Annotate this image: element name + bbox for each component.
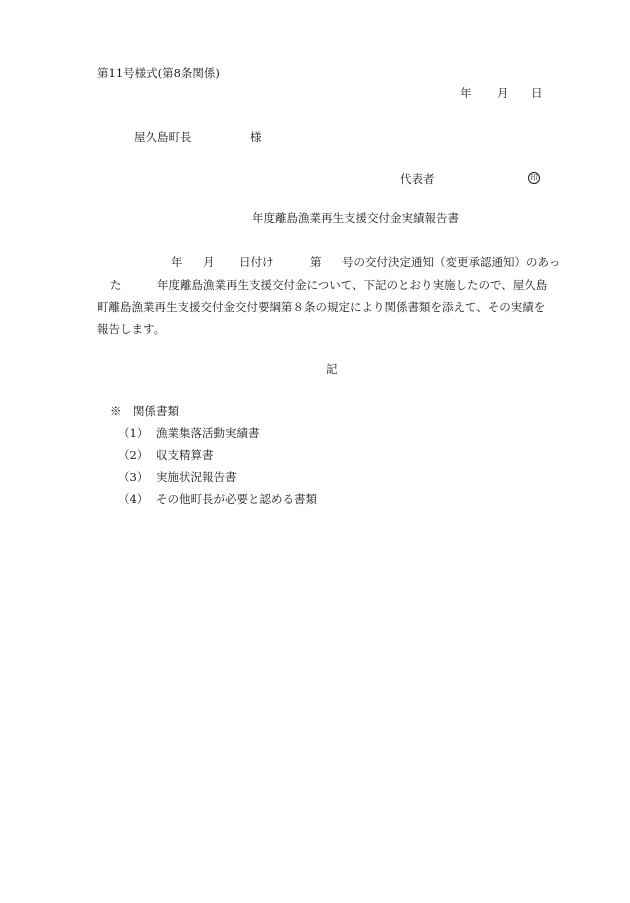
attachment-label: 収支精算書 — [156, 448, 214, 462]
body-line1-year: 年 — [171, 255, 183, 269]
date-year-label: 年 — [460, 86, 472, 100]
attachment-label: 実施状況報告書 — [156, 470, 237, 484]
attachment-item — [118, 428, 260, 440]
date-day-label: 日 — [531, 86, 543, 100]
attachment-number: （3） — [118, 470, 149, 484]
body-line3-text: 町離島漁業再生支援交付金交付要綱第８条の規定により関係書類を添えて、その実績を — [97, 300, 546, 314]
date-month-label: 月 — [497, 86, 509, 100]
attachment-label: その他町長が必要と認める書類 — [156, 492, 317, 506]
attachment-number: （2） — [118, 448, 149, 462]
ki-heading: 記 — [326, 362, 338, 376]
body-line2-text: 年度離島漁業再生支援交付金について、下記のとおり実施したので、屋久島 — [157, 278, 548, 292]
body-line1-day: 日付け — [239, 255, 274, 269]
attachment-item — [118, 494, 317, 506]
document-title: 年度離島漁業再生支援交付金実績報告書 — [252, 211, 459, 225]
attachment-number: （1） — [118, 426, 149, 440]
attachments-heading: ※ 関係書類 — [110, 404, 179, 418]
representative-label: 代表者 — [400, 172, 435, 186]
body-line1-month: 月 — [203, 255, 215, 269]
body-line2-head: た — [110, 278, 122, 292]
attachment-item — [118, 472, 237, 484]
body-line1-number-prefix: 第 — [310, 255, 322, 269]
body-line1-text: 号の交付決定通知（変更承認通知）のあっ — [342, 255, 561, 269]
attachment-label: 漁業集落活動実績書 — [156, 426, 260, 440]
seal-mark: 印 — [528, 172, 540, 184]
addressee-name: 屋久島町長 — [134, 130, 192, 144]
attachment-item — [118, 450, 214, 462]
form-number: 第11号様式(第8条関係) — [97, 66, 220, 80]
addressee-honorific: 様 — [250, 130, 262, 144]
attachment-number: （4） — [118, 492, 149, 506]
body-line4-text: 報告します。 — [97, 322, 166, 336]
